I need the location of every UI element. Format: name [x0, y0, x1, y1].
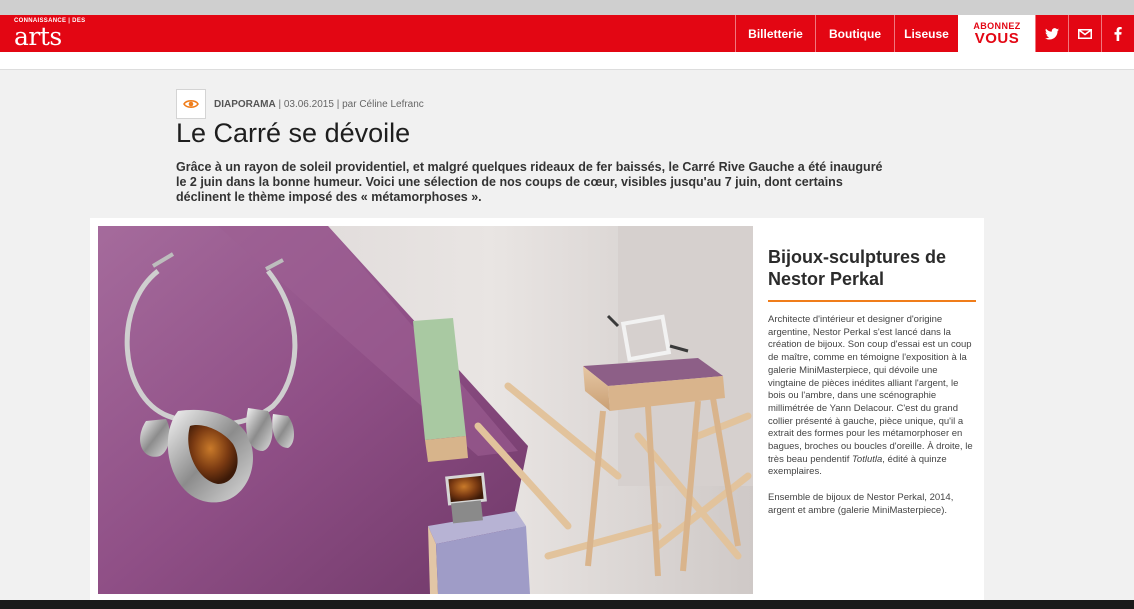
article-meta — [176, 89, 424, 119]
subscribe-button[interactable] — [958, 15, 1035, 52]
caption-italic-title: Totlutla — [851, 453, 883, 465]
slide-caption — [768, 246, 976, 518]
slideshow — [90, 218, 984, 603]
mail-button[interactable] — [1068, 15, 1101, 52]
article-date: 03.06.2015 — [283, 98, 334, 110]
meta-separator: | — [336, 98, 343, 110]
twitter-button[interactable] — [1035, 15, 1068, 52]
article-type[interactable]: DIAPORAMA — [214, 98, 276, 110]
site-header — [0, 15, 1134, 52]
twitter-icon — [1045, 28, 1059, 40]
caption-divider — [768, 300, 976, 302]
article-title: Le Carré se dévoile — [176, 118, 411, 148]
subscribe-line1: ABONNEZ — [973, 20, 1021, 31]
logo-wordmark: arts — [14, 22, 62, 51]
meta-text — [214, 99, 424, 110]
meta-separator: | — [278, 98, 284, 110]
jewelry-photo — [98, 226, 753, 594]
nav-liseuse[interactable]: Liseuse — [894, 15, 958, 52]
sub-header-bar — [0, 52, 1134, 70]
facebook-icon — [1114, 27, 1122, 41]
bottom-bar — [0, 600, 1134, 609]
diaporama-badge[interactable] — [176, 89, 206, 119]
author-name[interactable]: Céline Lefranc — [359, 98, 424, 110]
author-prefix: par — [342, 98, 357, 110]
caption-body-end: , édité à quinze exemplaires. — [768, 453, 947, 478]
caption-body — [768, 314, 976, 479]
article-lead: Grâce à un rayon de soleil providentiel, et malgré quelques rideaux de fer baissés, le Carré Rive Gauche a été inauguré le 2 juin dans la bonne humeur. Voici une sélection de nos coups de cœur, visibles jusqu'au 7 juin, dont certains déclinent le thème imposé des « métamorphoses ». — [176, 160, 883, 204]
eye-icon — [183, 99, 199, 109]
browser-top-strip — [0, 0, 1134, 15]
caption-credit: Ensemble de bijoux de Nestor Perkal, 2014, argent et ambre (galerie MiniMasterpiece). — [768, 492, 954, 516]
mail-icon — [1078, 29, 1092, 39]
slide-image[interactable] — [98, 226, 753, 594]
site-logo[interactable] — [14, 18, 84, 50]
nav-billetterie[interactable]: Billetterie — [735, 15, 815, 52]
caption-title: Bijoux-sculptures de Nestor Perkal — [768, 247, 947, 289]
caption-body-text: Architecte d'intérieur et designer d'origine argentine, Nestor Perkal s'est lancé dans la création de bijoux. Son coup d'essai est un coup de maître, comme en témoigne l'exposition à la galerie MiniMasterpiece, qui dévoile une vingtaine de pièces inédites alliant l'argent, le bois ou l'ambre, dans une scénographie millimétrée de Yann Delacour. C'est du grand collier présenté à gauche, pièce unique, qu'il a extrait des formes pour les métamorphoser en bagues, broches ou boucles d'oreille. À droite, le très beau pendentif — [768, 314, 973, 465]
facebook-button[interactable] — [1101, 15, 1134, 52]
logo-tagline: CONNAISSANCE | DES — [14, 18, 86, 24]
nav-boutique[interactable]: Boutique — [815, 15, 894, 52]
main-nav — [735, 15, 1134, 52]
subscribe-line2: VOUS — [974, 29, 1020, 47]
